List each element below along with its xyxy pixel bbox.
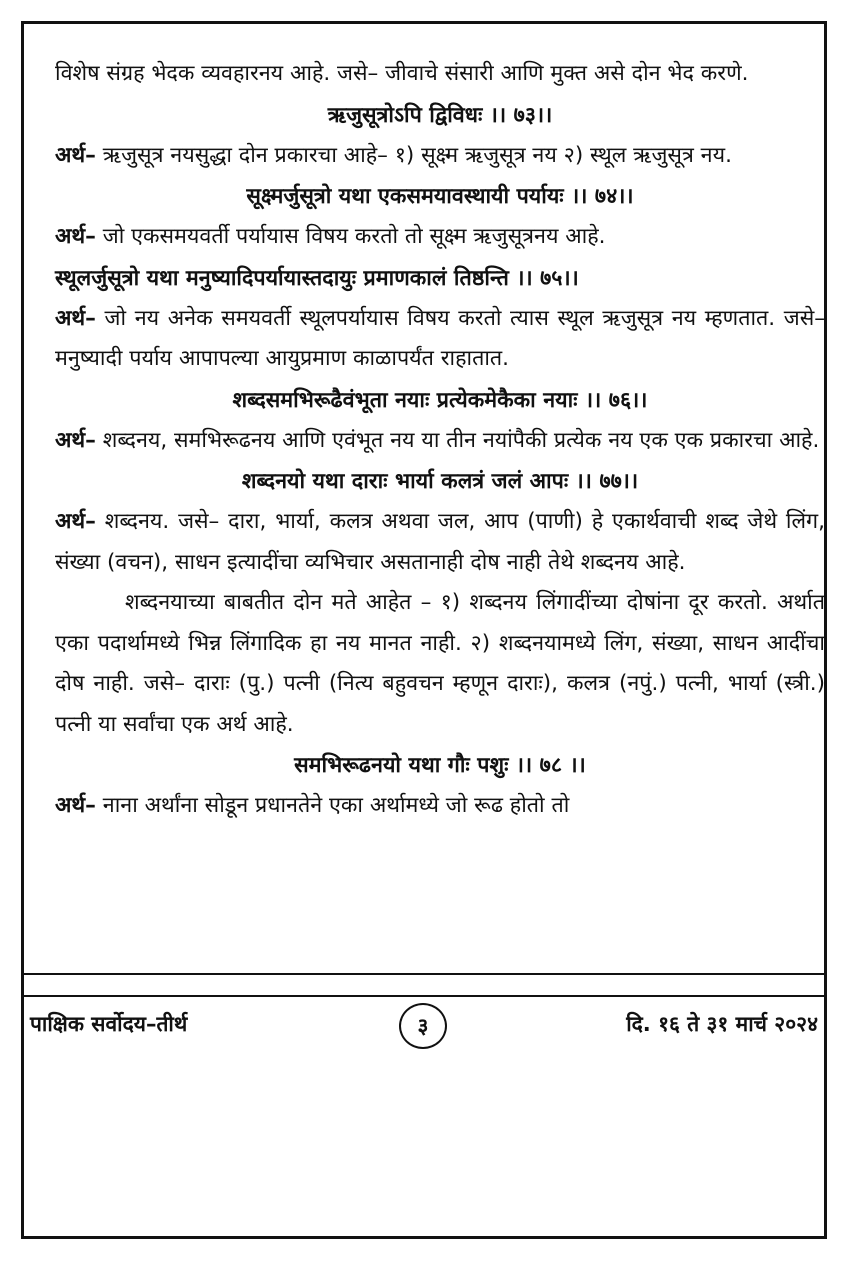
publication-name: पाक्षिक सर्वोदय–तीर्थ — [30, 1012, 188, 1036]
meaning-74 — [55, 217, 825, 258]
verse-73: ऋजुसूत्रोऽपि द्विविधः ।। ७३।। — [327, 102, 553, 128]
meaning-text: जो नय अनेक समयवर्ती स्थूलपर्यायास विषय करतो त्यास स्थूल ऋजुसूत्र नय म्हणतात. जसे– मनुष्यादी पर्याय आपापल्या आयुप्रमाण काळापर्यंत राहातात. — [55, 305, 825, 371]
paragraph-intro: विशेष संग्रह भेदक व्यवहारनय आहे. जसे– जीवाचे संसारी आणि मुक्त असे दोन भेद करणे. — [55, 61, 749, 86]
page-footer — [24, 1000, 824, 1050]
verse-74: सूक्ष्मर्जुसूत्रो यथा एकसमयावस्थायी पर्यायः ।। ७४।। — [246, 184, 634, 209]
meaning-text: ऋजुसूत्र नयसुद्धा दोन प्रकारचा आहे– १) सूक्ष्म ऋजुसूत्र नय २) स्थूल ऋजुसूत्र नय. — [95, 142, 732, 168]
paragraph-explanation: शब्दनयाच्या बाबतीत दोन मते आहेत – १) शब्दनय लिंगादींच्या दोषांना दूर करतो. अर्थात एका पदार्थामध्ये भिन्न लिंगादिक हा नय मानत नाही. २) शब्दनयामध्ये लिंग, संख्या, साधन आदींचा दोष नाही. जसे– दाराः (पु.) पत्नी (नित्य बहुवचन म्हणून दाराः), कलत्र (नपुं.) पत्नी, भार्या (स्त्री.) पत्नी या सर्वांचा एक अर्थ आहे. — [55, 590, 825, 737]
meaning-label: अर्थ– — [55, 224, 96, 249]
verse-77: शब्दनयो यथा दाराः भार्या कलत्रं जलं आपः ।। ७७।। — [241, 469, 639, 494]
meaning-73 — [55, 136, 825, 177]
meaning-label: अर्थ– — [55, 793, 96, 818]
meaning-78 — [55, 786, 825, 827]
meaning-label: अर्थ– — [55, 305, 96, 331]
meaning-text: जो एकसमयवर्ती पर्यायास विषय करतो तो सूक्ष्म ऋजुसूत्रनय आहे. — [95, 224, 606, 249]
meaning-75 — [55, 299, 825, 380]
verse-76: शब्दसमभिरूढैवंभूता नयाः प्रत्येकमेकैका नयाः ।। ७६।। — [232, 387, 648, 413]
meaning-label: अर्थ– — [55, 142, 96, 168]
page-frame — [21, 21, 827, 1239]
meaning-text: शब्दनय, समभिरूढनय आणि एवंभूत नय या तीन नयांपैकी प्रत्येक नय एक एक प्रकारचा आहे. — [95, 427, 820, 453]
meaning-label: अर्थ– — [55, 509, 96, 534]
meaning-76 — [55, 421, 825, 462]
issue-date: दि. १६ ते ३१ मार्च २०२४ — [626, 1012, 818, 1036]
meaning-text: शब्दनय. जसे– दारा, भार्या, कलत्र अथवा जल, आप (पाणी) हे एकार्थवाची शब्द जेथे लिंग, संख्या (वचन), साधन इत्यादींचा व्यभिचार असतानाही दोष नाही तेथे शब्दनय आहे. — [55, 509, 825, 575]
page-number: ३ — [399, 1003, 447, 1049]
verse-75: स्थूलर्जुसूत्रो यथा मनुष्यादिपर्यायास्तदायुः प्रमाणकालं तिष्ठन्ति ।। ७५।। — [55, 265, 579, 291]
meaning-text: नाना अर्थांना सोडून प्रधानतेने एका अर्थामध्ये जो रूढ होतो तो — [95, 793, 570, 818]
verse-78: समभिरूढनयो यथा गौः पशुः ।। ७८ ।। — [294, 753, 586, 778]
meaning-77 — [55, 502, 825, 583]
footer-divider — [24, 995, 824, 997]
page-body — [55, 54, 825, 827]
meaning-label: अर्थ– — [55, 427, 96, 453]
footer-divider — [24, 973, 824, 975]
